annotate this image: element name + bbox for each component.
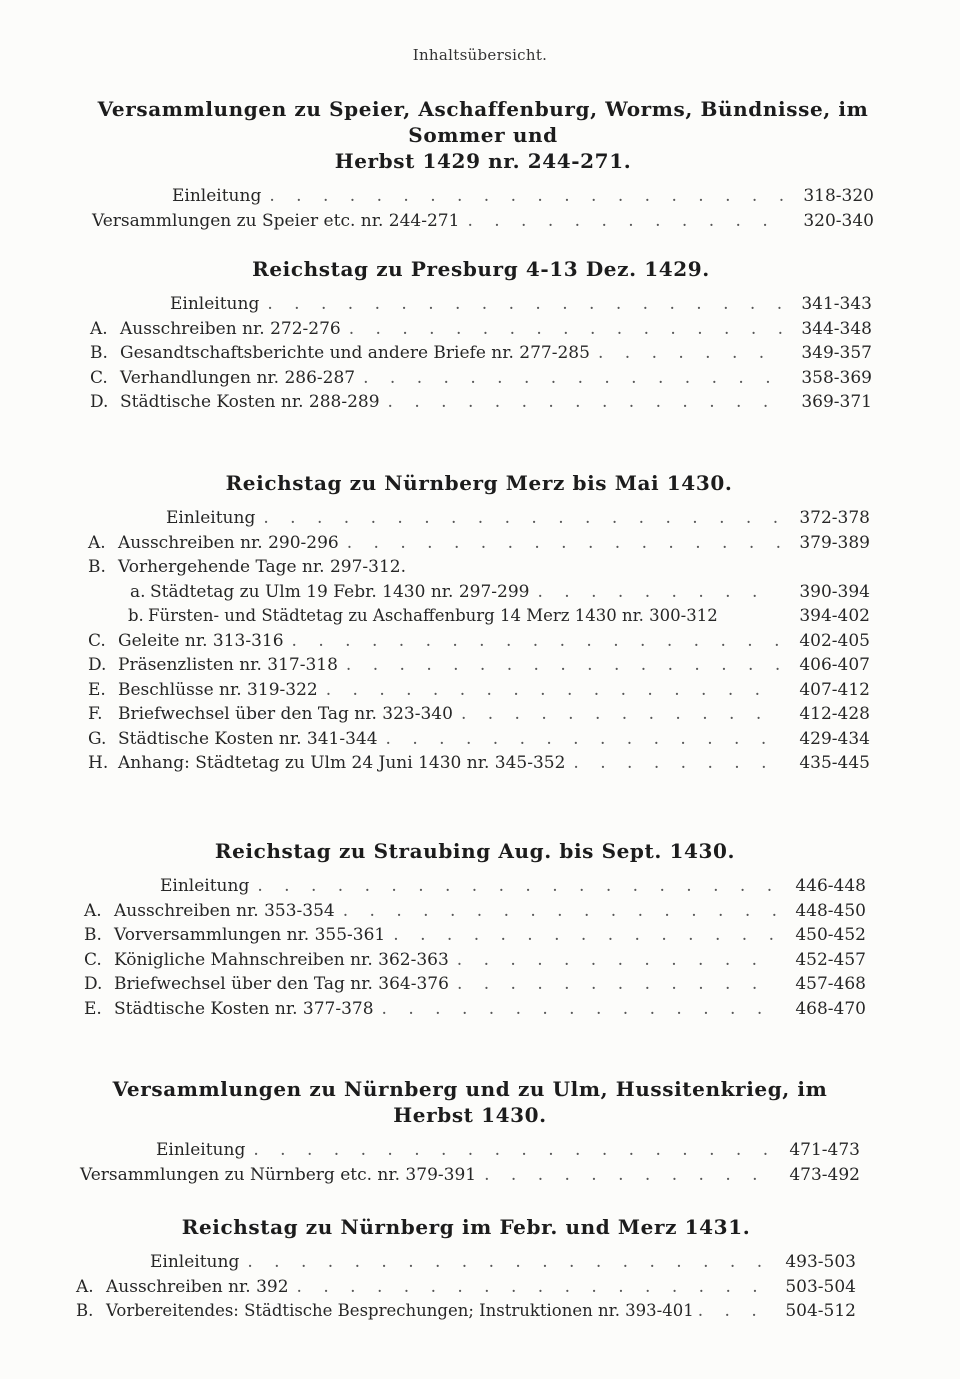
entry-list bbox=[88, 506, 870, 776]
entry-pages: 394-402 bbox=[799, 606, 870, 626]
entry-pages: 402-405 bbox=[799, 630, 870, 651]
entry-pages: 452-457 bbox=[795, 949, 866, 970]
entry-pages: 372-378 bbox=[799, 508, 870, 528]
entry-pages: 390-394 bbox=[799, 581, 870, 602]
entry-pages: 406-407 bbox=[799, 655, 870, 675]
section-title bbox=[90, 256, 872, 282]
entry-pages: 349-357 bbox=[801, 343, 872, 363]
dot-leader bbox=[537, 580, 780, 605]
section-title bbox=[88, 470, 870, 496]
toc-entry bbox=[88, 580, 870, 605]
entry-list bbox=[92, 184, 874, 233]
section-title-line: Reichstag zu Nürnberg Merz bis Mai 1430. bbox=[225, 471, 733, 495]
dot-leader bbox=[457, 972, 776, 997]
entry-label: Einleitung bbox=[160, 876, 250, 896]
entry-label: D. Präsenzlisten nr. 317-318 bbox=[88, 655, 338, 675]
entry-list bbox=[80, 1138, 860, 1187]
entry-label: A. Ausschreiben nr. 272-276 bbox=[90, 318, 341, 339]
dot-leader bbox=[326, 678, 780, 703]
toc-entry bbox=[90, 341, 872, 366]
entry-pages: 457-468 bbox=[795, 974, 866, 994]
section-title-line: Reichstag zu Nürnberg im Febr. und Merz 1431. bbox=[181, 1215, 751, 1239]
entry-list bbox=[84, 874, 866, 1021]
section-title-line: Versammlungen zu Nürnberg und zu Ulm, Hussitenkrieg, im Herbst 1430. bbox=[112, 1077, 828, 1127]
entry-label: Einleitung bbox=[170, 294, 260, 314]
dot-leader bbox=[457, 948, 776, 973]
entry-label: A. Ausschreiben nr. 290-296 bbox=[88, 532, 339, 553]
dot-leader bbox=[292, 629, 780, 654]
entry-pages: 448-450 bbox=[795, 900, 866, 921]
toc-entry bbox=[84, 997, 866, 1022]
entry-label: E. Beschlüsse nr. 319-322 bbox=[88, 679, 318, 700]
dot-leader bbox=[267, 292, 782, 317]
entry-label: D. Städtische Kosten nr. 288-289 bbox=[90, 392, 380, 412]
toc-entry bbox=[92, 184, 874, 209]
toc-entry bbox=[90, 317, 872, 342]
toc-entry bbox=[88, 506, 870, 531]
toc-entry bbox=[88, 751, 870, 776]
section-title-line: Herbst 1429 nr. 244-271. bbox=[334, 149, 632, 173]
toc-entry bbox=[90, 366, 872, 391]
toc-entry bbox=[76, 1250, 856, 1275]
dot-leader bbox=[347, 531, 780, 556]
section-title bbox=[84, 838, 866, 864]
entry-pages: 358-369 bbox=[801, 367, 872, 388]
dot-leader bbox=[598, 341, 782, 366]
entry-pages: 450-452 bbox=[795, 925, 866, 945]
dot-leader bbox=[698, 1299, 770, 1324]
entry-label: a. Städtetag zu Ulm 19 Febr. 1430 nr. 297-299 bbox=[130, 581, 530, 602]
toc-entry bbox=[92, 209, 874, 234]
entry-pages: 344-348 bbox=[801, 318, 872, 339]
section bbox=[76, 1214, 856, 1324]
entry-label: E. Städtische Kosten nr. 377-378 bbox=[84, 998, 374, 1019]
entry-pages: 493-503 bbox=[785, 1252, 856, 1272]
entry-label: H. Anhang: Städtetag zu Ulm 24 Juni 1430 nr. 345-352 bbox=[88, 753, 566, 773]
dot-leader bbox=[393, 923, 776, 948]
section bbox=[90, 256, 872, 415]
dot-leader bbox=[467, 209, 784, 234]
entry-pages: 429-434 bbox=[799, 728, 870, 749]
entry-label: Versammlungen zu Nürnberg etc. nr. 379-391 bbox=[80, 1164, 477, 1185]
entry-label: B. Vorhergehende Tage nr. 297-312. bbox=[88, 557, 407, 577]
entry-pages: 412-428 bbox=[799, 704, 870, 724]
section-title bbox=[76, 1214, 856, 1240]
dot-leader bbox=[382, 997, 776, 1022]
toc-entry bbox=[88, 604, 870, 629]
entry-pages: 379-389 bbox=[799, 532, 870, 553]
toc-entry bbox=[84, 874, 866, 899]
entry-list bbox=[76, 1250, 856, 1324]
entry-label: D. Briefwechsel über den Tag nr. 364-376 bbox=[84, 974, 449, 994]
entry-pages: 504-512 bbox=[785, 1301, 856, 1321]
entry-pages: 468-470 bbox=[795, 998, 866, 1019]
entry-label: F. Briefwechsel über den Tag nr. 323-340 bbox=[88, 704, 453, 724]
running-head: Inhaltsübersicht. bbox=[412, 46, 548, 64]
entry-pages: 407-412 bbox=[799, 679, 870, 700]
toc-entry bbox=[88, 653, 870, 678]
dot-leader bbox=[257, 874, 776, 899]
entry-pages: 473-492 bbox=[789, 1164, 860, 1185]
entry-pages: 435-445 bbox=[799, 753, 870, 773]
toc-entry bbox=[90, 390, 872, 415]
dot-leader bbox=[363, 366, 782, 391]
toc-entry bbox=[76, 1275, 856, 1300]
dot-leader bbox=[247, 1250, 766, 1275]
dot-leader bbox=[253, 1138, 770, 1163]
dot-leader bbox=[263, 506, 780, 531]
entry-label: Versammlungen zu Speier etc. nr. 244-271 bbox=[92, 210, 460, 231]
entry-label: C. Königliche Mahnschreiben nr. 362-363 bbox=[84, 949, 449, 970]
dot-leader bbox=[343, 899, 776, 924]
entry-pages: 369-371 bbox=[801, 392, 872, 412]
toc-entry bbox=[88, 727, 870, 752]
toc-entry bbox=[84, 923, 866, 948]
toc-entry bbox=[88, 678, 870, 703]
entry-pages: 341-343 bbox=[801, 294, 872, 314]
section-title-line: Reichstag zu Straubing Aug. bis Sept. 1430. bbox=[214, 839, 736, 863]
entry-label: B. Gesandtschaftsberichte und andere Briefe nr. 277-285 bbox=[90, 343, 590, 363]
dot-leader bbox=[461, 702, 780, 727]
toc-entry bbox=[80, 1138, 860, 1163]
toc-entry bbox=[88, 629, 870, 654]
entry-pages: 318-320 bbox=[803, 186, 874, 206]
section-title bbox=[80, 1076, 860, 1128]
section-title-line: Versammlungen zu Speier, Aschaffenburg, Worms, Bündnisse, im Sommer und bbox=[97, 97, 869, 147]
entry-label: Einleitung bbox=[172, 186, 262, 206]
entry-pages: 503-504 bbox=[785, 1276, 856, 1297]
entry-label: C. Geleite nr. 313-316 bbox=[88, 630, 284, 651]
section bbox=[84, 838, 866, 1021]
entry-list bbox=[90, 292, 872, 415]
section bbox=[88, 470, 870, 776]
entry-label: Einleitung bbox=[150, 1252, 240, 1272]
dot-leader bbox=[346, 653, 780, 678]
entry-pages: 471-473 bbox=[789, 1140, 860, 1160]
entry-label: G. Städtische Kosten nr. 341-344 bbox=[88, 728, 378, 749]
section bbox=[80, 1076, 860, 1187]
entry-label: A. Ausschreiben nr. 392 bbox=[76, 1276, 289, 1297]
dot-leader bbox=[573, 751, 780, 776]
toc-entry bbox=[88, 531, 870, 556]
entry-pages: 446-448 bbox=[795, 876, 866, 896]
section-title bbox=[92, 96, 874, 174]
dot-leader bbox=[297, 1275, 766, 1300]
toc-entry bbox=[84, 899, 866, 924]
toc-entry bbox=[88, 555, 870, 580]
toc-entry bbox=[84, 948, 866, 973]
section bbox=[92, 96, 874, 233]
dot-leader bbox=[386, 727, 780, 752]
dot-leader bbox=[349, 317, 782, 342]
toc-entry bbox=[88, 702, 870, 727]
toc-entry bbox=[84, 972, 866, 997]
entry-label: b. Fürsten- und Städtetag zu Aschaffenburg 14 Merz 1430 nr. 300-312 bbox=[128, 606, 718, 625]
dot-leader bbox=[484, 1163, 770, 1188]
entry-label: A. Ausschreiben nr. 353-354 bbox=[84, 900, 335, 921]
dot-leader bbox=[269, 184, 784, 209]
entry-label: B. Vorbereitendes: Städtische Besprechungen; Instruktionen nr. 393-401 bbox=[76, 1301, 694, 1320]
toc-entry bbox=[80, 1163, 860, 1188]
dot-leader bbox=[388, 390, 782, 415]
entry-pages: 320-340 bbox=[803, 210, 874, 231]
entry-label: B. Vorversammlungen nr. 355-361 bbox=[84, 925, 386, 945]
entry-label: Einleitung bbox=[156, 1140, 246, 1160]
toc-entry bbox=[90, 292, 872, 317]
entry-label: Einleitung bbox=[166, 508, 256, 528]
toc-entry bbox=[76, 1299, 856, 1324]
entry-label: C. Verhandlungen nr. 286-287 bbox=[90, 367, 356, 388]
section-title-line: Reichstag zu Presburg 4-13 Dez. 1429. bbox=[252, 257, 710, 281]
